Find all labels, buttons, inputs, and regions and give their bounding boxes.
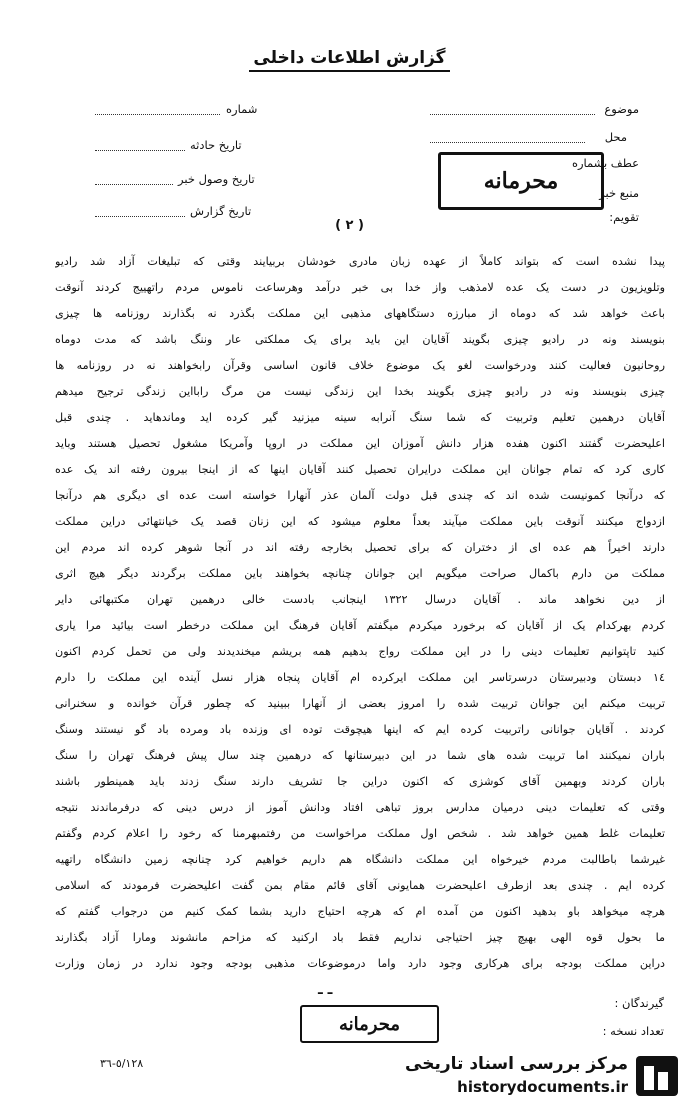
body-line: هرچه میخواهد باو بدهید اکنون من آمده ام که هرچه احتیاج دارید بشما کمک کنیم من درجواب گفتم که bbox=[55, 905, 665, 918]
body-line: وقتی که تعلیمات دینی درمیان مدارس بروز تباهی افتاد ودانش آموز از درس دینی که درفرماندند نتیجه bbox=[55, 801, 665, 814]
field-location-dots bbox=[430, 142, 585, 143]
confidential-stamp-footer-text: محرمانه bbox=[339, 1013, 400, 1035]
document-title-text: گزارش اطلاعات داخلی bbox=[249, 48, 449, 72]
body-line: وتلویزیون در دست یک عده لامذهب واز خدا بی خبر درآمد وهرساعت ناموس مردم راتهییج کردند آنوقت bbox=[55, 281, 665, 294]
field-news-source: منبع خبر bbox=[599, 186, 639, 200]
field-recipients: گیرندگان : bbox=[614, 996, 664, 1010]
body-line: باعث خواهد شد که دوماه از مبارزه دستگاههای مذهبی این مملکت بگذرد نه بگذارند روزنامه ها چیزی bbox=[55, 307, 665, 320]
body-line: از دین نخواهد ماند . آقایان درسال ١٣٢٢ اینجانب بادست خالی درهمین تهران مکتبهائی دایر bbox=[55, 593, 665, 606]
body-line: کردم بهرکدام یک از آقایان که برخورد میکردم میگفتم آقایان فرهنگ این مملکت درخطر است بیائید مرا یاری bbox=[55, 619, 665, 632]
confidential-stamp-footer bbox=[300, 1005, 439, 1043]
signature-mark: ـ ـ bbox=[318, 982, 333, 998]
body-line: که درآنجا کمونیست شده اند که چندی قبل دولت آلمان عذر آنهارا خواسته است عده ای دیگری هم درآنجا bbox=[55, 489, 665, 502]
body-line: پیدا نشده است که بتواند کاملاً از عهده زبان مادری خودشان بربیایند وقتی که تبلیغات آزاد شد رادیو bbox=[55, 255, 665, 268]
field-subject: موضوع bbox=[604, 102, 639, 116]
field-copies: تعداد نسخه : bbox=[602, 1024, 664, 1038]
body-line: کردند . آقایان جوانانی راتربیت کرده ایم که اینها هیچوقت توده ای وزنده باد ومرده باد گو نیستند وسنگ bbox=[55, 723, 665, 736]
document-reference-number: ٥/١٢٨-٣٦ bbox=[100, 1057, 144, 1070]
body-line: دارند اخیراً هم عده ای از دختران که برای تحصیل بخارجه رفته اند در آنجا شوهر کرده اند مردم این bbox=[55, 541, 665, 554]
field-location: محل bbox=[604, 130, 627, 144]
body-line: باران کردند وبهمین آقای کوشزی که اکنون دراین جا تشریف دارند سنگ زدند باید همینطور باشند bbox=[55, 775, 665, 788]
body-line: تعلیمات غلط همین خواهد شد . شخص اول مملکت مراخواست من رفتمبهرمنا که رخود را اعلام کردم وگفتم bbox=[55, 827, 665, 840]
archive-logo-icon bbox=[636, 1056, 678, 1096]
body-line: مملکت من دارم باکمال صراحت میگویم این جوانان چنانچه بخواهند باین مملکت برگردند دیگر هیچ اثری bbox=[55, 567, 665, 580]
body-line: ما بحول قوه الهی بهیچ چیز احتیاجی نداریم فقط باد ارکنید که مزاحم مانشوند ومارا آزاد بگذارند bbox=[55, 931, 665, 944]
field-incident-date-dots bbox=[95, 150, 185, 151]
field-receipt-date-dots bbox=[95, 184, 173, 185]
confidential-stamp-text: محرمانه bbox=[483, 168, 559, 194]
field-incident-date: تاریخ حادثه bbox=[190, 138, 242, 152]
body-line: آقایان درهمین تعلیم وتربیت که شما سنگ آنرابه سینه میزنید گیر کرده اید وماندهاید . چندی قبل bbox=[55, 411, 665, 424]
page-number: ( ٢ ) bbox=[335, 218, 364, 233]
body-line: غیرشما باطالبت مردم خیرخواه این مملکت دانشگاه هم داریم خواهیم کرد چنانچه زمین دانشگاه راتهیه bbox=[55, 853, 665, 866]
body-line: ازدواج میکنند آنوقت باین مملکت میآیند بعداً معلوم میشود که این زنان قصد یک خیانتهائی دراین مملکت bbox=[55, 515, 665, 528]
archive-name-fa: مرکز بررسی اسناد تاریخی bbox=[405, 1054, 628, 1074]
field-evaluation: تقویم: bbox=[609, 210, 639, 224]
field-number: شماره bbox=[226, 102, 258, 116]
body-line: باران نمیکنند اما تربیت شده های شما در این دبیرستانها که درهمین چند سال پیش فرهنگ تهران را سنگ bbox=[55, 749, 665, 762]
body-line: روحانیون فعالیت کنند ودرخواست لغو یک موضوع خلاف قانون اساسی وقرآن رابخواهند نه در روزنامه ها bbox=[55, 359, 665, 372]
field-report-date: تاریخ گزارش bbox=[190, 204, 252, 218]
body-line: بنویسند ونه در رادیو چیزی بگویند آقایان این باید برای یک مملکتی عار وننگ باشد که مدت دوماه bbox=[55, 333, 665, 346]
body-line: کرده ایم . چندی بعد ازطرف اعلیحضرت همایونی آقای قائم مقام بمن گفت اعلیحضرت فرمودند که اسلامی bbox=[55, 879, 665, 892]
body-line: ١٤ دبستان ودبیرستان درسرتاسر این مملکت ایرکرده ام آقایان پنجاه هزار نسل آینده این مملکت را دارم bbox=[55, 671, 665, 684]
archive-watermark-logo bbox=[405, 1052, 678, 1100]
field-receipt-date: تاریخ وصول خبر bbox=[178, 172, 255, 186]
field-reference-number: عطف بشماره bbox=[571, 156, 639, 170]
body-line: دراین مملکت بودجه برای هرکاری وجود دارد واما درموضوعات مذهبی بودجه وجود ندارد در زمان وزارت bbox=[55, 957, 665, 970]
body-line: اعلیحضرت گفتند اکنون هفده هزار دانش آموزان این مملکت در اروپا وآمریکا مشغول تحصیل هستند وباید bbox=[55, 437, 665, 450]
document-title bbox=[0, 48, 699, 68]
body-line: تربیت میکنم این جوانان تربیت شده را امروز بعضی از آنهارا ببینید که چطور قرآن خوانده و سخنرانی bbox=[55, 697, 665, 710]
body-line: کنید تاپتوانیم تعلیمات دینی را در این مملکت رواج بدهیم همه بریشم میخندیدند ولی من تحمل کردم اکنون bbox=[55, 645, 665, 658]
field-report-date-dots bbox=[95, 216, 185, 217]
field-subject-dots bbox=[430, 114, 595, 115]
field-number-dots bbox=[95, 114, 220, 115]
body-line: چیزی بنویسند ونه در رادیو چیزی بگویند بخدا این زندگی نیست من مرگ رابااین زندگی ترجیح میدهم bbox=[55, 385, 665, 398]
archive-website: historydocuments.ir bbox=[457, 1078, 628, 1096]
confidential-stamp bbox=[438, 152, 604, 210]
body-line: کاری کرد که تمام جوانان این مملکت درایران تحصیل کنند آقایان اینها که از اینجا بیرون رفته اند یک عده bbox=[55, 463, 665, 476]
